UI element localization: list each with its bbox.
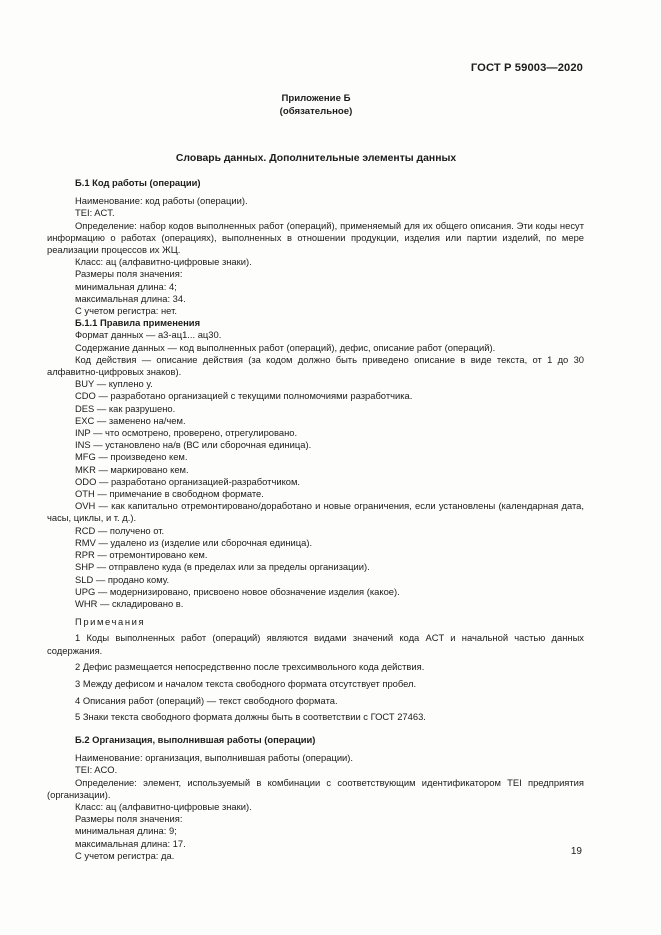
code-line: BUY — куплено у.	[75, 378, 153, 390]
note-item: 4 Описания работ (операций) — текст свободного формата.	[75, 694, 338, 706]
field-line: минимальная длина: 9;	[75, 825, 177, 837]
note-item: 5 Знаки текста свободного формата должны быть в соответствии с ГОСТ 27463.	[75, 711, 426, 723]
document-body	[47, 177, 584, 862]
code-line: DES — как разрушено.	[75, 402, 176, 414]
code-line: ODO — разработано организацией-разработчиком.	[75, 475, 301, 487]
page-number: 19	[570, 846, 582, 857]
code-line: SHP — отправлено куда (в пределах или за пределы организации).	[75, 561, 370, 573]
field-line: Размеры поля значения:	[75, 268, 183, 280]
appendix-title-block	[0, 92, 632, 118]
rule-line: Содержание данных — код выполненных работ (операций), дефис, описание работ (операций).	[75, 341, 496, 353]
field-line: максимальная длина: 34.	[75, 292, 186, 304]
code-line: RPR — отремонтировано кем.	[75, 549, 208, 561]
section-title: Б.2 Организация, выполнившая работы (операции)	[75, 734, 316, 746]
rule-line: Формат данных — a3-ац1... ац30.	[75, 329, 222, 341]
field-line: минимальная длина: 4;	[75, 280, 177, 292]
code-line: EXC — заменено на/чем.	[75, 414, 186, 426]
code-line: INP — что осмотрено, проверено, отрегулировано.	[75, 427, 298, 439]
code-line: OTH — примечание в свободном формате.	[75, 488, 264, 500]
field-line: максимальная длина: 17.	[75, 837, 186, 849]
section-title: Б.1 Код работы (операции)	[75, 177, 201, 188]
notes-title: Примечания	[75, 616, 146, 628]
field-line: С учетом регистра: да.	[75, 849, 175, 861]
note-item: 1 Коды выполненных работ (операций) являются видами значений кода ACT и начальной частью данных содержания.	[47, 632, 584, 656]
code-line: RCD — получено от.	[75, 524, 165, 536]
code-line: MKR — маркировано кем.	[75, 463, 189, 475]
field-line: Класс: ац (алфавитно-цифровые знаки).	[75, 801, 252, 813]
field-line: Определение: элемент, используемый в комбинации с соответствующим идентификатором TEI предприятия (организации).	[47, 776, 584, 800]
code-line: INS — установлено на/в (ВС или сборочная единица).	[75, 439, 312, 451]
field-line: С учетом регистра: нет.	[75, 305, 177, 317]
field-line: Наименование: код работы (операции).	[75, 195, 248, 207]
field-line: Размеры поля значения:	[75, 813, 183, 825]
rule-line: Код действия — описание действия (за кодом должно быть приведено описание в виде текста, от 1 до 30 алфавитно-цифровых знаков).	[47, 353, 584, 378]
code-line: RMV — удалено из (изделие или сборочная единица).	[75, 536, 313, 548]
code-line: CDO — разработано организацией с текущими полномочиями разработчика.	[75, 390, 413, 402]
code-line: MFG — произведено кем.	[75, 451, 188, 463]
subsection-title: Б.1.1 Правила применения	[75, 317, 201, 329]
field-line: TEI: ACO.	[75, 764, 118, 776]
appendix-title: Приложение Б	[281, 93, 351, 104]
code-line: UPG — модернизировано, присвоено новое обозначение изделия (какое).	[75, 585, 400, 597]
field-line: Наименование: организация, выполнившая работы (операции).	[75, 752, 354, 764]
field-line: Класс: ац (алфавитно-цифровые знаки).	[75, 256, 252, 268]
appendix-subtitle: (обязательное)	[279, 106, 353, 117]
field-line: TEI: ACT.	[75, 207, 115, 219]
field-line: Определение: набор кодов выполненных работ (операций), применяемый для их общего описания. Эти коды несут информацию о работах (операциях), выполненных в отношении продукции, изделия или партии изделий, по мере реализации процессов их ЖЦ.	[47, 219, 584, 256]
page-heading: Словарь данных. Дополнительные элементы данных	[175, 153, 457, 164]
code-line: SLD — продано кому.	[75, 573, 170, 585]
note-item: 3 Между дефисом и началом текста свободного формата отсутствует пробел.	[75, 677, 417, 689]
document-code: ГОСТ Р 59003—2020	[470, 62, 583, 74]
code-line: WHR — складировано в.	[75, 597, 184, 609]
note-item: 2 Дефис размещается непосредственно после трехсимвольного кода действия.	[75, 661, 425, 673]
code-line: OVH — как капитально отремонтировано/доработано и новые ограничения, если установлены (календарная дата, часы, циклы, и т. д.).	[47, 500, 584, 524]
